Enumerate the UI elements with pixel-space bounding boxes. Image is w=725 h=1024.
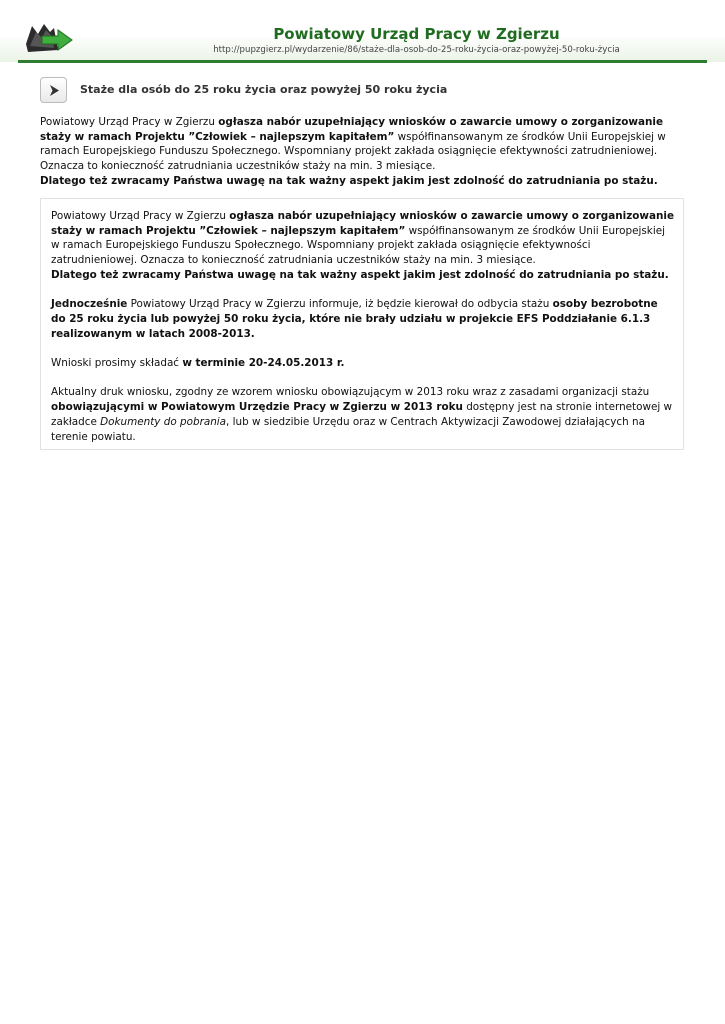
play-arrow-icon bbox=[49, 84, 60, 97]
intro-bold-text: Dlatego też zwracamy Państwa uwagę na tak ważny aspekt jakim jest zdolność do zatrudniania po stażu. bbox=[40, 174, 658, 187]
body-text: , lub w siedzibie Urzędu oraz w Centrach Aktywizacji Zawodowej działających na terenie powiatu. bbox=[51, 415, 645, 443]
page-url[interactable]: http://pupzgierz.pl/wydarzenie/86/staże-dla-osob-do-25-roku-życia-oraz-powyżej-50-roku-życia bbox=[213, 45, 620, 55]
article-title: Staże dla osób do 25 roku życia oraz powyżej 50 roku życia bbox=[80, 83, 448, 96]
body-text: współfinansowanym ze środków Unii Europejskiej w ramach Europejskiego Funduszu Społecznego. Wspomniany projekt zakłada osiągnięcie efektywności zatrudnieniowej. Oznacza to konieczność zatrudniania uczestników staży na min. 3 miesiące. bbox=[51, 224, 665, 267]
site-logo bbox=[24, 20, 74, 56]
intro-paragraph bbox=[40, 115, 680, 174]
deadline-text: w terminie 20-24.05.2013 r. bbox=[182, 357, 345, 369]
page-header bbox=[0, 0, 725, 62]
intro-text: współfinansowanym ze środków Unii Europejskiej w ramach Europejskiego Funduszu Społecznego. Wspomniany projekt zakłada osiągnięcie efektywności zatrudnieniowej. Oznacza to konieczność zatrudniania uczestników staży na min. 3 miesiące. bbox=[40, 130, 666, 173]
body-bold-text: ogłasza nabór uzupełniający wniosków o zawarcie umowy o zorganizowanie staży w ramach Projektu ”Człowiek – najlepszym kapitałem” bbox=[51, 210, 675, 237]
body-text: dostępny jest na stronie internetowej w zakładce bbox=[51, 401, 673, 428]
body-bold-text: osoby bezrobotne do 25 roku życia lub powyżej 50 roku życia, które nie brały udziału w projekcie EFS Poddziałanie 6.1.3 realizowanym w latach 2008-2013. bbox=[51, 298, 658, 340]
body-text: Powiatowy Urząd Pracy w Zgierzu bbox=[51, 210, 230, 222]
intro-emphasis bbox=[40, 174, 680, 189]
intro-text: Powiatowy Urząd Pracy w Zgierzu bbox=[40, 116, 219, 128]
header-divider bbox=[18, 60, 707, 63]
article-heading bbox=[40, 76, 695, 104]
body-bold-text: Dlatego też zwracamy Państwa uwagę na tak ważny aspekt jakim jest zdolność do zatrudniania po stażu. bbox=[51, 268, 669, 281]
body-bold-text: obowiązującymi w Powiatowym Urzędzie Pracy w Zgierzu w 2013 roku bbox=[51, 401, 463, 414]
body-bold-text: Jednocześnie bbox=[51, 298, 128, 311]
documents-tab-reference: Dokumenty do pobrania bbox=[100, 415, 227, 428]
deadline-paragraph bbox=[51, 356, 675, 371]
article-intro bbox=[40, 115, 680, 189]
body-emphasis bbox=[51, 268, 675, 283]
body-text: Wnioski prosimy składać bbox=[51, 357, 183, 369]
body-text: Powiatowy Urząd Pracy w Zgierzu informuje, iż będzie kierował do odbycia stażu bbox=[127, 298, 553, 311]
expand-button[interactable] bbox=[40, 77, 67, 103]
article-body bbox=[40, 198, 684, 450]
body-paragraph bbox=[51, 209, 675, 268]
body-text: Aktualny druk wniosku, zgodny ze wzorem wniosku obowiązującym w 2013 roku wraz z zasadami organizacji stażu bbox=[51, 386, 650, 399]
body-paragraph bbox=[51, 297, 675, 341]
intro-bold-text: ogłasza nabór uzupełniający wniosków o zawarcie umowy o zorganizowanie staży w ramach Projektu ”Człowiek – najlepszym kapitałem” bbox=[40, 116, 664, 143]
body-paragraph bbox=[51, 385, 675, 444]
site-title: Powiatowy Urząd Pracy w Zgierzu bbox=[273, 25, 560, 43]
